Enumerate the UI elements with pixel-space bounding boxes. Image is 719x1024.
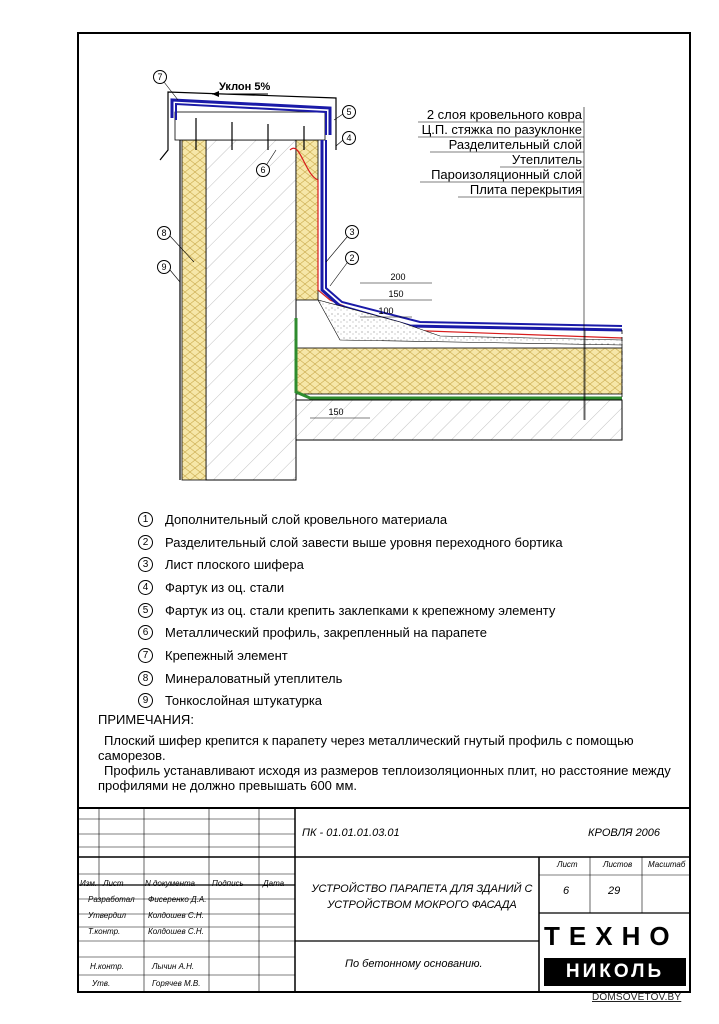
callout-3: 3 [349,227,355,237]
dim-150-bottom: 150 [328,407,344,417]
drawing-subtitle: По бетонному основанию. [345,958,483,970]
legend-text: Фартук из оц. стали крепить заклепками к крепежному элементу [165,602,556,618]
role-name: Колдошев С.Н. [148,911,204,920]
legend-item [138,667,678,690]
legend-item [138,531,678,554]
legend-number: 9 [138,693,153,708]
legend-item [138,508,678,531]
sheet-number: 6 [563,885,570,897]
layer-label-5: Пароизоляционный слой [431,167,582,182]
callout-2: 2 [349,253,355,263]
legend-number: 5 [138,603,153,618]
callout-4: 4 [346,133,352,143]
legend-text: Металлический профиль, закрепленный на парапете [165,625,488,641]
layer-label-3: Разделительный слой [448,137,582,152]
role-label: Т.контр. [88,927,121,936]
legend-item [138,621,678,644]
legend-number: 7 [138,648,153,663]
document-code: ПК - 01.01.01.03.01 [302,827,400,839]
floor-slab [296,400,622,440]
role-label: Утвердил [88,911,127,920]
slope-label: Уклон 5% [219,81,271,93]
note-paragraph: Профиль устанавливают исходя из размеров теплоизоляционных плит, но расстояние между профилями не должно превышать 600 мм. [98,763,671,793]
drawing-title: УСТРОЙСТВО ПАРАПЕТА ДЛЯ ЗДАНИЙ С УСТРОЙСТВОМ МОКРОГО ФАСАДА [311,883,533,911]
role-label: Утв. [92,979,111,988]
company-logo-top: ТЕХНО [544,921,679,951]
company-logo-bottom: НИКОЛЬ [544,958,686,986]
legend-text: Минераловатный утеплитель [165,670,343,686]
legend-item [138,644,678,667]
legend-number: 6 [138,625,153,640]
legend-number: 4 [138,580,153,595]
callout-5: 5 [346,107,352,117]
legend-text: Крепежный элемент [165,647,288,663]
sheets-label: Листов [603,860,633,869]
role-name: Горячев М.В. [152,979,201,988]
dim-200: 200 [390,272,406,282]
role-label: Разработал [88,895,135,904]
role-name: Колдошев С.Н. [148,927,204,936]
legend-text: Фартук из оц. стали [165,579,285,595]
col-header-date: Дата [263,879,285,888]
legend-list [138,508,678,712]
layer-label-4: Утеплитель [511,152,582,167]
facade-insulation [182,140,206,480]
role-label: Н.контр. [90,962,124,971]
layer-label-1: 2 слоя кровельного ковра [426,107,582,122]
col-header-doc: N документа [145,879,196,888]
album-name: КРОВЛЯ 2006 [588,827,661,839]
layer-label-2: Ц.П. стяжка по разуклонке [421,122,582,137]
note-paragraph: Плоский шифер крепится к парапету через металлический гнутый профиль с помощью саморезов. [98,733,634,763]
roof-insulation-board [296,348,622,394]
callout-9: 9 [161,262,167,272]
legend-number: 2 [138,535,153,550]
sheet-label: Лист [557,860,578,869]
dim-150-top: 150 [388,289,404,299]
legend-item [138,690,678,713]
notes-title: ПРИМЕЧАНИЯ: [98,712,194,727]
parapet-top-insulation [175,112,325,140]
notes-block [98,712,683,793]
legend-text: Лист плоского шифера [165,557,304,573]
legend-number: 8 [138,671,153,686]
role-name: Фисеренко Д.А. [148,895,207,904]
col-header-signature: Подпись [212,879,244,888]
col-header-sheet: Лист [103,879,124,888]
legend-number: 3 [138,557,153,572]
legend-item [138,576,678,599]
role-name: Лычин А.Н. [152,962,195,971]
legend-text: Разделительный слой завести выше уровня переходного бортика [165,534,563,550]
parapet-concrete-wall [206,140,296,480]
dim-100: 100 [378,306,394,316]
sheets-total: 29 [608,885,621,897]
callout-8: 8 [161,228,167,238]
layer-label-6: Плита перекрытия [469,182,582,197]
callout-7: 7 [157,72,163,82]
legend-item [138,553,678,576]
col-header-rev: Изм. [80,879,98,888]
legend-text: Дополнительный слой кровельного материала [165,511,448,527]
callout-6: 6 [260,165,266,175]
legend-text: Тонкослойная штукатурка [165,693,323,709]
parapet-inner-insulation [296,140,318,300]
legend-number: 1 [138,512,153,527]
watermark-link[interactable]: DOMSOVETOV.BY [592,992,682,1003]
scale-label: Масштаб [648,860,686,869]
legend-item [138,599,678,622]
